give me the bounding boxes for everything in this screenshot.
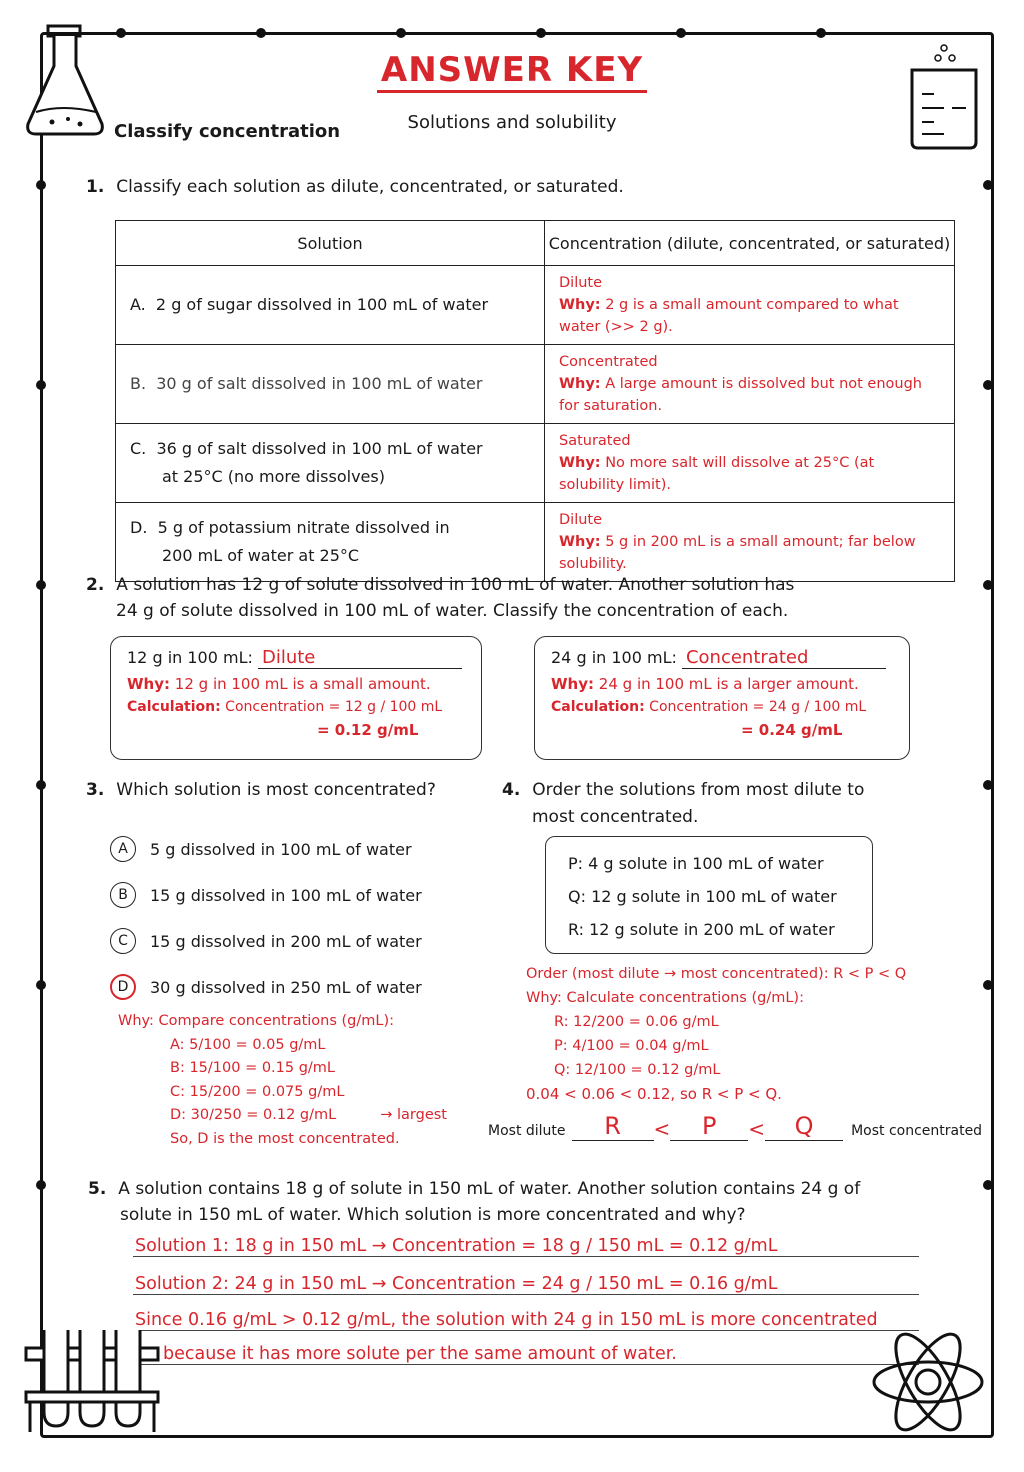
question-2: 2. A solution has 12 g of solute dissolved in 100 mL of water. Another solution has 24 g of solute dissolved in 100 mL of water. Classify the concentration of each. xyxy=(86,575,795,621)
answer-box-12g: 12 g in 100 mL: Dilute Why: 12 g in 100 mL is a small amount. Calculation: Concentration = 12 g / 100 mL = 0.12 g/mL xyxy=(110,636,482,760)
q4-explanation: Order (most dilute → most concentrated): R < P < Q Why: Calculate concentrations (g/mL): R: 12/200 = 0.06 g/mL P: 4/100 = 0.04 g/mL Q: 12/100 = 0.12 g/mL 0.04 < 0.06 < 0.12, so R < P < Q. xyxy=(526,966,907,1103)
blank-1: R xyxy=(572,1112,654,1141)
option-a[interactable]: A 5 g dissolved in 100 mL of water xyxy=(110,836,412,862)
answer-text: Saturated xyxy=(559,433,631,449)
answer-line-1: Solution 1: 18 g in 150 mL → Concentration = 18 g / 150 mL = 0.12 g/mL xyxy=(133,1236,919,1257)
column-header-solution: Solution xyxy=(116,221,545,266)
column-header-concentration: Concentration (dilute, concentrated, or saturated) xyxy=(545,221,955,266)
answer-line-2: Solution 2: 24 g in 150 mL → Concentration = 24 g / 150 mL = 0.16 g/mL xyxy=(133,1274,919,1295)
order-blanks: Most dilute R < P < Q Most concentrated xyxy=(488,1112,983,1141)
question-5: 5. A solution contains 18 g of solute in 150 mL of water. Another solution contains 24 g of solute in 150 mL of water. Which solution is more concentrated and why? xyxy=(88,1179,861,1225)
blank-2: P xyxy=(670,1112,748,1141)
table-row: D. 5 g of potassium nitrate dissolved in 200 mL of water at 25°C Dilute Why: 5 g in 200 mL is a small amount; far below solubility. xyxy=(116,503,955,582)
blank-3: Q xyxy=(765,1112,843,1141)
question-1: 1. Classify each solution as dilute, concentrated, or saturated. xyxy=(86,177,624,197)
section-heading: Classify concentration xyxy=(114,121,341,142)
page-title: ANSWER KEY xyxy=(0,50,1024,90)
page-subtitle: Solutions and solubility xyxy=(407,112,617,133)
answer-text: Dilute xyxy=(559,512,603,528)
atom-icon xyxy=(868,1322,988,1442)
answer-text: Concentrated xyxy=(559,354,658,370)
answer-text: Dilute xyxy=(559,275,603,291)
solutions-list-box: P: 4 g solute in 100 mL of water Q: 12 g solute in 100 mL of water R: 12 g solute in 200 mL of water xyxy=(545,836,873,954)
answer-line-3: Since 0.16 g/mL > 0.12 g/mL, the solution with 24 g in 150 mL is more concentrated xyxy=(133,1310,919,1331)
question-4: 4. Order the solutions from most dilute to most concentrated. xyxy=(502,780,865,827)
option-b[interactable]: B 15 g dissolved in 100 mL of water xyxy=(110,882,422,908)
table-row: C. 36 g of salt dissolved in 100 mL of water at 25°C (no more dissolves) Saturated Why: No more salt will dissolve at 25°C (at solubility limit). xyxy=(116,424,955,503)
table-row: B. 30 g of salt dissolved in 100 mL of water Concentrated Why: A large amount is dissolved but not enough for saturation. xyxy=(116,345,955,424)
q3-explanation: Why: Compare concentrations (g/mL): A: 5/100 = 0.05 g/mL B: 15/100 = 0.15 g/mL C: 15/200 = 0.075 g/mL D: 30/250 = 0.12 g/mL → largest So, D is the most concentrated. xyxy=(118,1013,447,1147)
answer-box-24g: 24 g in 100 mL: Concentrated Why: 24 g in 100 mL is a larger amount. Calculation: Concentration = 24 g / 100 mL = 0.24 g/mL xyxy=(534,636,910,760)
classification-table xyxy=(115,220,955,582)
table-row: A. 2 g of sugar dissolved in 100 mL of water Dilute Why: 2 g is a small amount compared to what water (>> 2 g). xyxy=(116,266,955,345)
answer-line-4: because it has more solute per the same amount of water. xyxy=(133,1344,919,1365)
test-tubes-icon xyxy=(22,1322,162,1434)
question-3: 3. Which solution is most concentrated? xyxy=(86,780,436,800)
option-c[interactable]: C 15 g dissolved in 200 mL of water xyxy=(110,928,422,954)
option-d-selected[interactable]: D 30 g dissolved in 250 mL of water xyxy=(110,974,422,1000)
